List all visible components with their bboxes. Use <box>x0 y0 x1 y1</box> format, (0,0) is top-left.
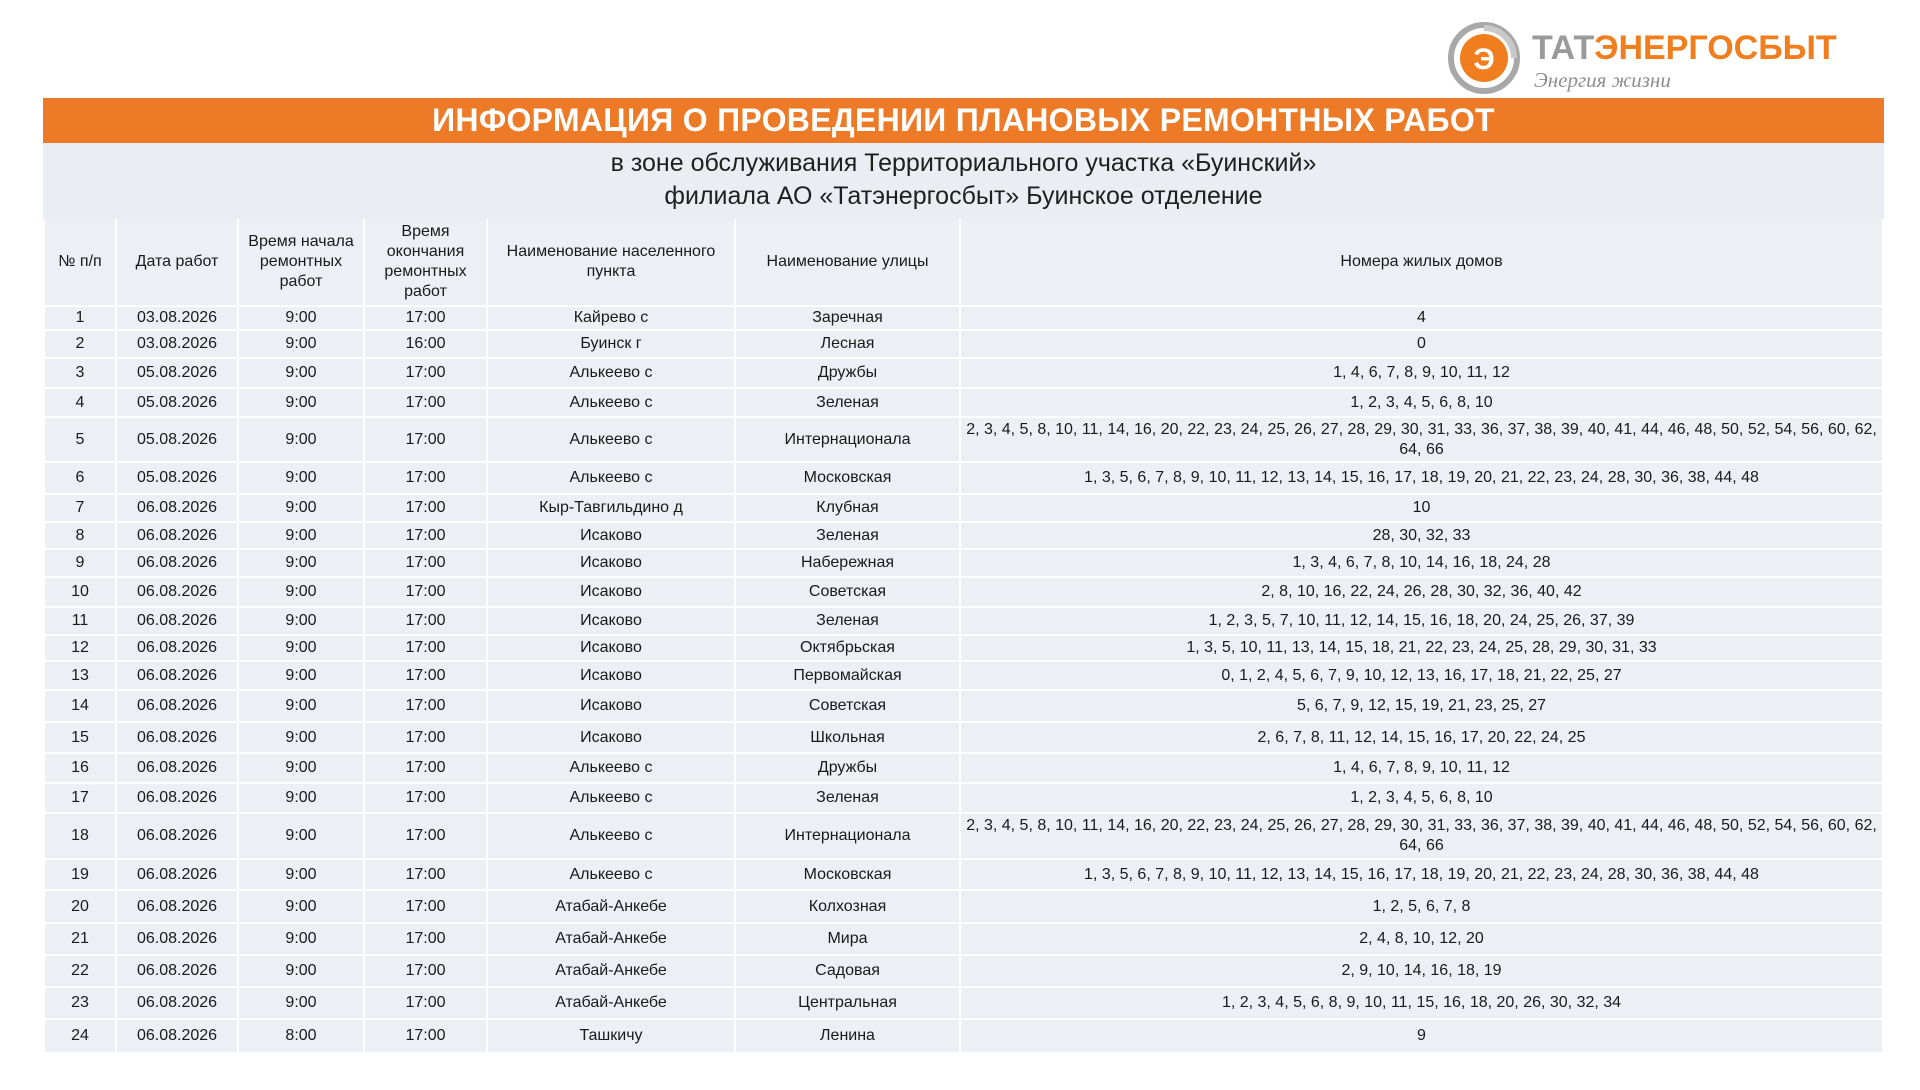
cell-end-time: 17:00 <box>365 307 486 331</box>
cell-number: 5 <box>45 418 115 463</box>
cell-settlement: Алькеево с <box>488 389 734 418</box>
cell-number: 23 <box>45 988 115 1020</box>
header-date: Дата работ <box>117 219 237 307</box>
cell-street: Советская <box>736 691 959 723</box>
cell-street: Дружбы <box>736 754 959 784</box>
cell-end-time: 17:00 <box>365 389 486 418</box>
cell-street: Зеленая <box>736 608 959 636</box>
cell-number: 9 <box>45 550 115 578</box>
cell-start-time: 9:00 <box>239 723 363 754</box>
cell-settlement: Атабай-Анкебе <box>488 891 734 924</box>
cell-settlement: Алькеево с <box>488 784 734 814</box>
table-row <box>45 331 1882 359</box>
table-row <box>45 550 1882 578</box>
table-row <box>45 988 1882 1020</box>
cell-date: 05.08.2026 <box>117 418 237 463</box>
cell-number: 11 <box>45 608 115 636</box>
table-row <box>45 814 1882 860</box>
cell-house-numbers: 0 <box>961 331 1882 359</box>
cell-end-time: 17:00 <box>365 495 486 523</box>
cell-number: 24 <box>45 1020 115 1054</box>
cell-street: Зеленая <box>736 389 959 418</box>
cell-number: 19 <box>45 860 115 891</box>
logo-name-part1: ТАТ <box>1532 29 1595 67</box>
table-row <box>45 608 1882 636</box>
cell-end-time: 16:00 <box>365 331 486 359</box>
cell-street: Зеленая <box>736 523 959 550</box>
cell-house-numbers: 2, 6, 7, 8, 11, 12, 14, 15, 16, 17, 20, 22, 24, 25 <box>961 723 1882 754</box>
cell-date: 06.08.2026 <box>117 662 237 691</box>
cell-street: Первомайская <box>736 662 959 691</box>
table-row <box>45 307 1882 331</box>
cell-start-time: 9:00 <box>239 924 363 956</box>
cell-date: 06.08.2026 <box>117 784 237 814</box>
cell-house-numbers: 2, 9, 10, 14, 16, 18, 19 <box>961 956 1882 988</box>
cell-house-numbers: 0, 1, 2, 4, 5, 6, 7, 9, 10, 12, 13, 16, 17, 18, 21, 22, 25, 27 <box>961 662 1882 691</box>
cell-settlement: Исаково <box>488 723 734 754</box>
cell-end-time: 17:00 <box>365 988 486 1020</box>
cell-street: Мира <box>736 924 959 956</box>
cell-house-numbers: 10 <box>961 495 1882 523</box>
cell-house-numbers: 1, 3, 5, 6, 7, 8, 9, 10, 11, 12, 13, 14, 15, 16, 17, 18, 19, 20, 21, 22, 23, 24, 28, 30, 36, 38, 44, 48 <box>961 860 1882 891</box>
cell-date: 06.08.2026 <box>117 814 237 860</box>
cell-date: 06.08.2026 <box>117 523 237 550</box>
table-row <box>45 860 1882 891</box>
cell-house-numbers: 1, 3, 5, 10, 11, 13, 14, 15, 18, 21, 22, 23, 24, 25, 28, 29, 30, 31, 33 <box>961 636 1882 662</box>
table-row <box>45 891 1882 924</box>
cell-number: 6 <box>45 463 115 495</box>
cell-street: Зеленая <box>736 784 959 814</box>
cell-start-time: 9:00 <box>239 331 363 359</box>
cell-house-numbers: 1, 3, 5, 6, 7, 8, 9, 10, 11, 12, 13, 14, 15, 16, 17, 18, 19, 20, 21, 22, 23, 24, 28, 30, 36, 38, 44, 48 <box>961 463 1882 495</box>
cell-settlement: Атабай-Анкебе <box>488 924 734 956</box>
table-row <box>45 662 1882 691</box>
cell-end-time: 17:00 <box>365 784 486 814</box>
cell-date: 06.08.2026 <box>117 860 237 891</box>
cell-house-numbers: 1, 2, 3, 4, 5, 6, 8, 10 <box>961 389 1882 418</box>
cell-number: 1 <box>45 307 115 331</box>
cell-end-time: 17:00 <box>365 550 486 578</box>
cell-number: 16 <box>45 754 115 784</box>
cell-start-time: 9:00 <box>239 784 363 814</box>
cell-date: 06.08.2026 <box>117 1020 237 1054</box>
cell-street: Московская <box>736 463 959 495</box>
cell-house-numbers: 1, 2, 3, 4, 5, 6, 8, 10 <box>961 784 1882 814</box>
cell-house-numbers: 1, 4, 6, 7, 8, 9, 10, 11, 12 <box>961 359 1882 389</box>
cell-end-time: 17:00 <box>365 691 486 723</box>
cell-house-numbers: 28, 30, 32, 33 <box>961 523 1882 550</box>
cell-street: Интернационала <box>736 814 959 860</box>
header-settlement: Наименование населенного пункта <box>488 219 734 307</box>
cell-settlement: Исаково <box>488 523 734 550</box>
cell-settlement: Исаково <box>488 578 734 608</box>
cell-end-time: 17:00 <box>365 723 486 754</box>
cell-start-time: 9:00 <box>239 608 363 636</box>
table-row <box>45 723 1882 754</box>
cell-start-time: 9:00 <box>239 636 363 662</box>
cell-number: 20 <box>45 891 115 924</box>
cell-settlement: Алькеево с <box>488 860 734 891</box>
table-row <box>45 956 1882 988</box>
cell-settlement: Алькеево с <box>488 814 734 860</box>
page-title: ИНФОРМАЦИЯ О ПРОВЕДЕНИИ ПЛАНОВЫХ РЕМОНТНЫХ РАБОТ <box>43 98 1884 143</box>
header-start-time: Время начала ремонтных работ <box>239 219 363 307</box>
cell-start-time: 9:00 <box>239 307 363 331</box>
subtitle-line-2: филиала АО «Татэнергосбыт» Буинское отделение <box>664 182 1263 210</box>
cell-settlement: Буинск г <box>488 331 734 359</box>
table-row <box>45 1020 1882 1054</box>
cell-street: Садовая <box>736 956 959 988</box>
table-row <box>45 495 1882 523</box>
table-row <box>45 418 1882 463</box>
cell-end-time: 17:00 <box>365 754 486 784</box>
cell-street: Октябрьская <box>736 636 959 662</box>
cell-start-time: 9:00 <box>239 523 363 550</box>
cell-start-time: 9:00 <box>239 578 363 608</box>
logo-tagline: Энергия жизни <box>1534 68 1671 92</box>
cell-house-numbers: 2, 3, 4, 5, 8, 10, 11, 14, 16, 20, 22, 23, 24, 25, 26, 27, 28, 29, 30, 31, 33, 36, 37, 38, 39, 40, 41, 44, 46, 48, 50, 52, 54, 56, 60, 62, 64, 66 <box>961 814 1882 860</box>
cell-start-time: 9:00 <box>239 988 363 1020</box>
repair-schedule-table <box>43 219 1884 1054</box>
table-row <box>45 463 1882 495</box>
cell-house-numbers: 1, 2, 3, 4, 5, 6, 8, 9, 10, 11, 15, 16, 18, 20, 26, 30, 32, 34 <box>961 988 1882 1020</box>
logo-wordmark <box>1532 30 1837 66</box>
cell-start-time: 9:00 <box>239 691 363 723</box>
header-number: № п/п <box>45 219 115 307</box>
cell-date: 06.08.2026 <box>117 988 237 1020</box>
cell-settlement: Ташкичу <box>488 1020 734 1054</box>
cell-date: 06.08.2026 <box>117 608 237 636</box>
cell-street: Интернационала <box>736 418 959 463</box>
cell-end-time: 17:00 <box>365 463 486 495</box>
cell-date: 06.08.2026 <box>117 723 237 754</box>
cell-date: 06.08.2026 <box>117 495 237 523</box>
cell-start-time: 9:00 <box>239 956 363 988</box>
cell-date: 06.08.2026 <box>117 578 237 608</box>
cell-end-time: 17:00 <box>365 523 486 550</box>
cell-number: 2 <box>45 331 115 359</box>
cell-street: Набережная <box>736 550 959 578</box>
cell-settlement: Атабай-Анкебе <box>488 988 734 1020</box>
cell-house-numbers: 1, 4, 6, 7, 8, 9, 10, 11, 12 <box>961 754 1882 784</box>
logo-emblem-icon <box>1448 22 1520 94</box>
cell-number: 10 <box>45 578 115 608</box>
table-row <box>45 523 1882 550</box>
cell-settlement: Исаково <box>488 636 734 662</box>
cell-start-time: 9:00 <box>239 359 363 389</box>
cell-start-time: 9:00 <box>239 463 363 495</box>
page-subtitle <box>43 143 1884 219</box>
cell-house-numbers: 1, 2, 5, 6, 7, 8 <box>961 891 1882 924</box>
cell-number: 18 <box>45 814 115 860</box>
cell-date: 06.08.2026 <box>117 891 237 924</box>
cell-settlement: Кыр-Тавгильдино д <box>488 495 734 523</box>
cell-date: 05.08.2026 <box>117 389 237 418</box>
cell-start-time: 9:00 <box>239 814 363 860</box>
cell-end-time: 17:00 <box>365 956 486 988</box>
cell-number: 4 <box>45 389 115 418</box>
cell-street: Клубная <box>736 495 959 523</box>
cell-start-time: 9:00 <box>239 860 363 891</box>
cell-date: 06.08.2026 <box>117 691 237 723</box>
header-end-time: Время окончания ремонтных работ <box>365 219 486 307</box>
cell-number: 21 <box>45 924 115 956</box>
cell-street: Заречная <box>736 307 959 331</box>
cell-end-time: 17:00 <box>365 578 486 608</box>
cell-number: 3 <box>45 359 115 389</box>
cell-start-time: 9:00 <box>239 389 363 418</box>
cell-end-time: 17:00 <box>365 608 486 636</box>
cell-settlement: Алькеево с <box>488 754 734 784</box>
table-row <box>45 389 1882 418</box>
cell-street: Советская <box>736 578 959 608</box>
cell-street: Дружбы <box>736 359 959 389</box>
cell-number: 17 <box>45 784 115 814</box>
cell-start-time: 9:00 <box>239 662 363 691</box>
cell-number: 14 <box>45 691 115 723</box>
cell-date: 05.08.2026 <box>117 463 237 495</box>
cell-settlement: Исаково <box>488 662 734 691</box>
cell-house-numbers: 5, 6, 7, 9, 12, 15, 19, 21, 23, 25, 27 <box>961 691 1882 723</box>
cell-date: 03.08.2026 <box>117 307 237 331</box>
cell-date: 06.08.2026 <box>117 636 237 662</box>
cell-house-numbers: 9 <box>961 1020 1882 1054</box>
cell-house-numbers: 2, 4, 8, 10, 12, 20 <box>961 924 1882 956</box>
cell-date: 06.08.2026 <box>117 550 237 578</box>
table-row <box>45 636 1882 662</box>
cell-settlement: Алькеево с <box>488 418 734 463</box>
header-street: Наименование улицы <box>736 219 959 307</box>
cell-settlement: Кайрево с <box>488 307 734 331</box>
cell-start-time: 9:00 <box>239 891 363 924</box>
table-row <box>45 784 1882 814</box>
cell-house-numbers: 1, 2, 3, 5, 7, 10, 11, 12, 14, 15, 16, 18, 20, 24, 25, 26, 37, 39 <box>961 608 1882 636</box>
cell-end-time: 17:00 <box>365 359 486 389</box>
logo-letter: Э <box>1473 43 1495 76</box>
cell-settlement: Исаково <box>488 550 734 578</box>
cell-start-time: 8:00 <box>239 1020 363 1054</box>
cell-house-numbers: 1, 3, 4, 6, 7, 8, 10, 14, 16, 18, 24, 28 <box>961 550 1882 578</box>
cell-end-time: 17:00 <box>365 814 486 860</box>
cell-start-time: 9:00 <box>239 495 363 523</box>
cell-number: 22 <box>45 956 115 988</box>
cell-end-time: 17:00 <box>365 924 486 956</box>
cell-settlement: Исаково <box>488 691 734 723</box>
cell-date: 06.08.2026 <box>117 924 237 956</box>
cell-settlement: Алькеево с <box>488 359 734 389</box>
cell-start-time: 9:00 <box>239 418 363 463</box>
cell-settlement: Алькеево с <box>488 463 734 495</box>
cell-number: 13 <box>45 662 115 691</box>
cell-end-time: 17:00 <box>365 418 486 463</box>
cell-house-numbers: 2, 3, 4, 5, 8, 10, 11, 14, 16, 20, 22, 23, 24, 25, 26, 27, 28, 29, 30, 31, 33, 36, 37, 38, 39, 40, 41, 44, 46, 48, 50, 52, 54, 56, 60, 62, 64, 66 <box>961 418 1882 463</box>
cell-number: 8 <box>45 523 115 550</box>
cell-end-time: 17:00 <box>365 636 486 662</box>
cell-street: Лесная <box>736 331 959 359</box>
subtitle-line-1: в зоне обслуживания Территориального участка «Буинский» <box>610 149 1317 177</box>
company-logo <box>1448 18 1837 98</box>
cell-settlement: Исаково <box>488 608 734 636</box>
cell-end-time: 17:00 <box>365 1020 486 1054</box>
cell-street: Ленина <box>736 1020 959 1054</box>
cell-house-numbers: 4 <box>961 307 1882 331</box>
cell-start-time: 9:00 <box>239 754 363 784</box>
cell-end-time: 17:00 <box>365 891 486 924</box>
cell-settlement: Атабай-Анкебе <box>488 956 734 988</box>
table-row <box>45 924 1882 956</box>
cell-street: Колхозная <box>736 891 959 924</box>
cell-start-time: 9:00 <box>239 550 363 578</box>
cell-street: Центральная <box>736 988 959 1020</box>
cell-number: 15 <box>45 723 115 754</box>
cell-number: 12 <box>45 636 115 662</box>
cell-date: 06.08.2026 <box>117 754 237 784</box>
logo-name-part2: ЭНЕРГОСБЫТ <box>1594 29 1837 67</box>
cell-house-numbers: 2, 8, 10, 16, 22, 24, 26, 28, 30, 32, 36, 40, 42 <box>961 578 1882 608</box>
header-house-numbers: Номера жилых домов <box>961 219 1882 307</box>
cell-street: Школьная <box>736 723 959 754</box>
cell-number: 7 <box>45 495 115 523</box>
table-row <box>45 578 1882 608</box>
table-row <box>45 754 1882 784</box>
cell-date: 05.08.2026 <box>117 359 237 389</box>
cell-end-time: 17:00 <box>365 860 486 891</box>
table-header-row <box>45 219 1882 307</box>
table-row <box>45 691 1882 723</box>
cell-date: 03.08.2026 <box>117 331 237 359</box>
cell-date: 06.08.2026 <box>117 956 237 988</box>
table-row <box>45 359 1882 389</box>
cell-street: Московская <box>736 860 959 891</box>
cell-end-time: 17:00 <box>365 662 486 691</box>
